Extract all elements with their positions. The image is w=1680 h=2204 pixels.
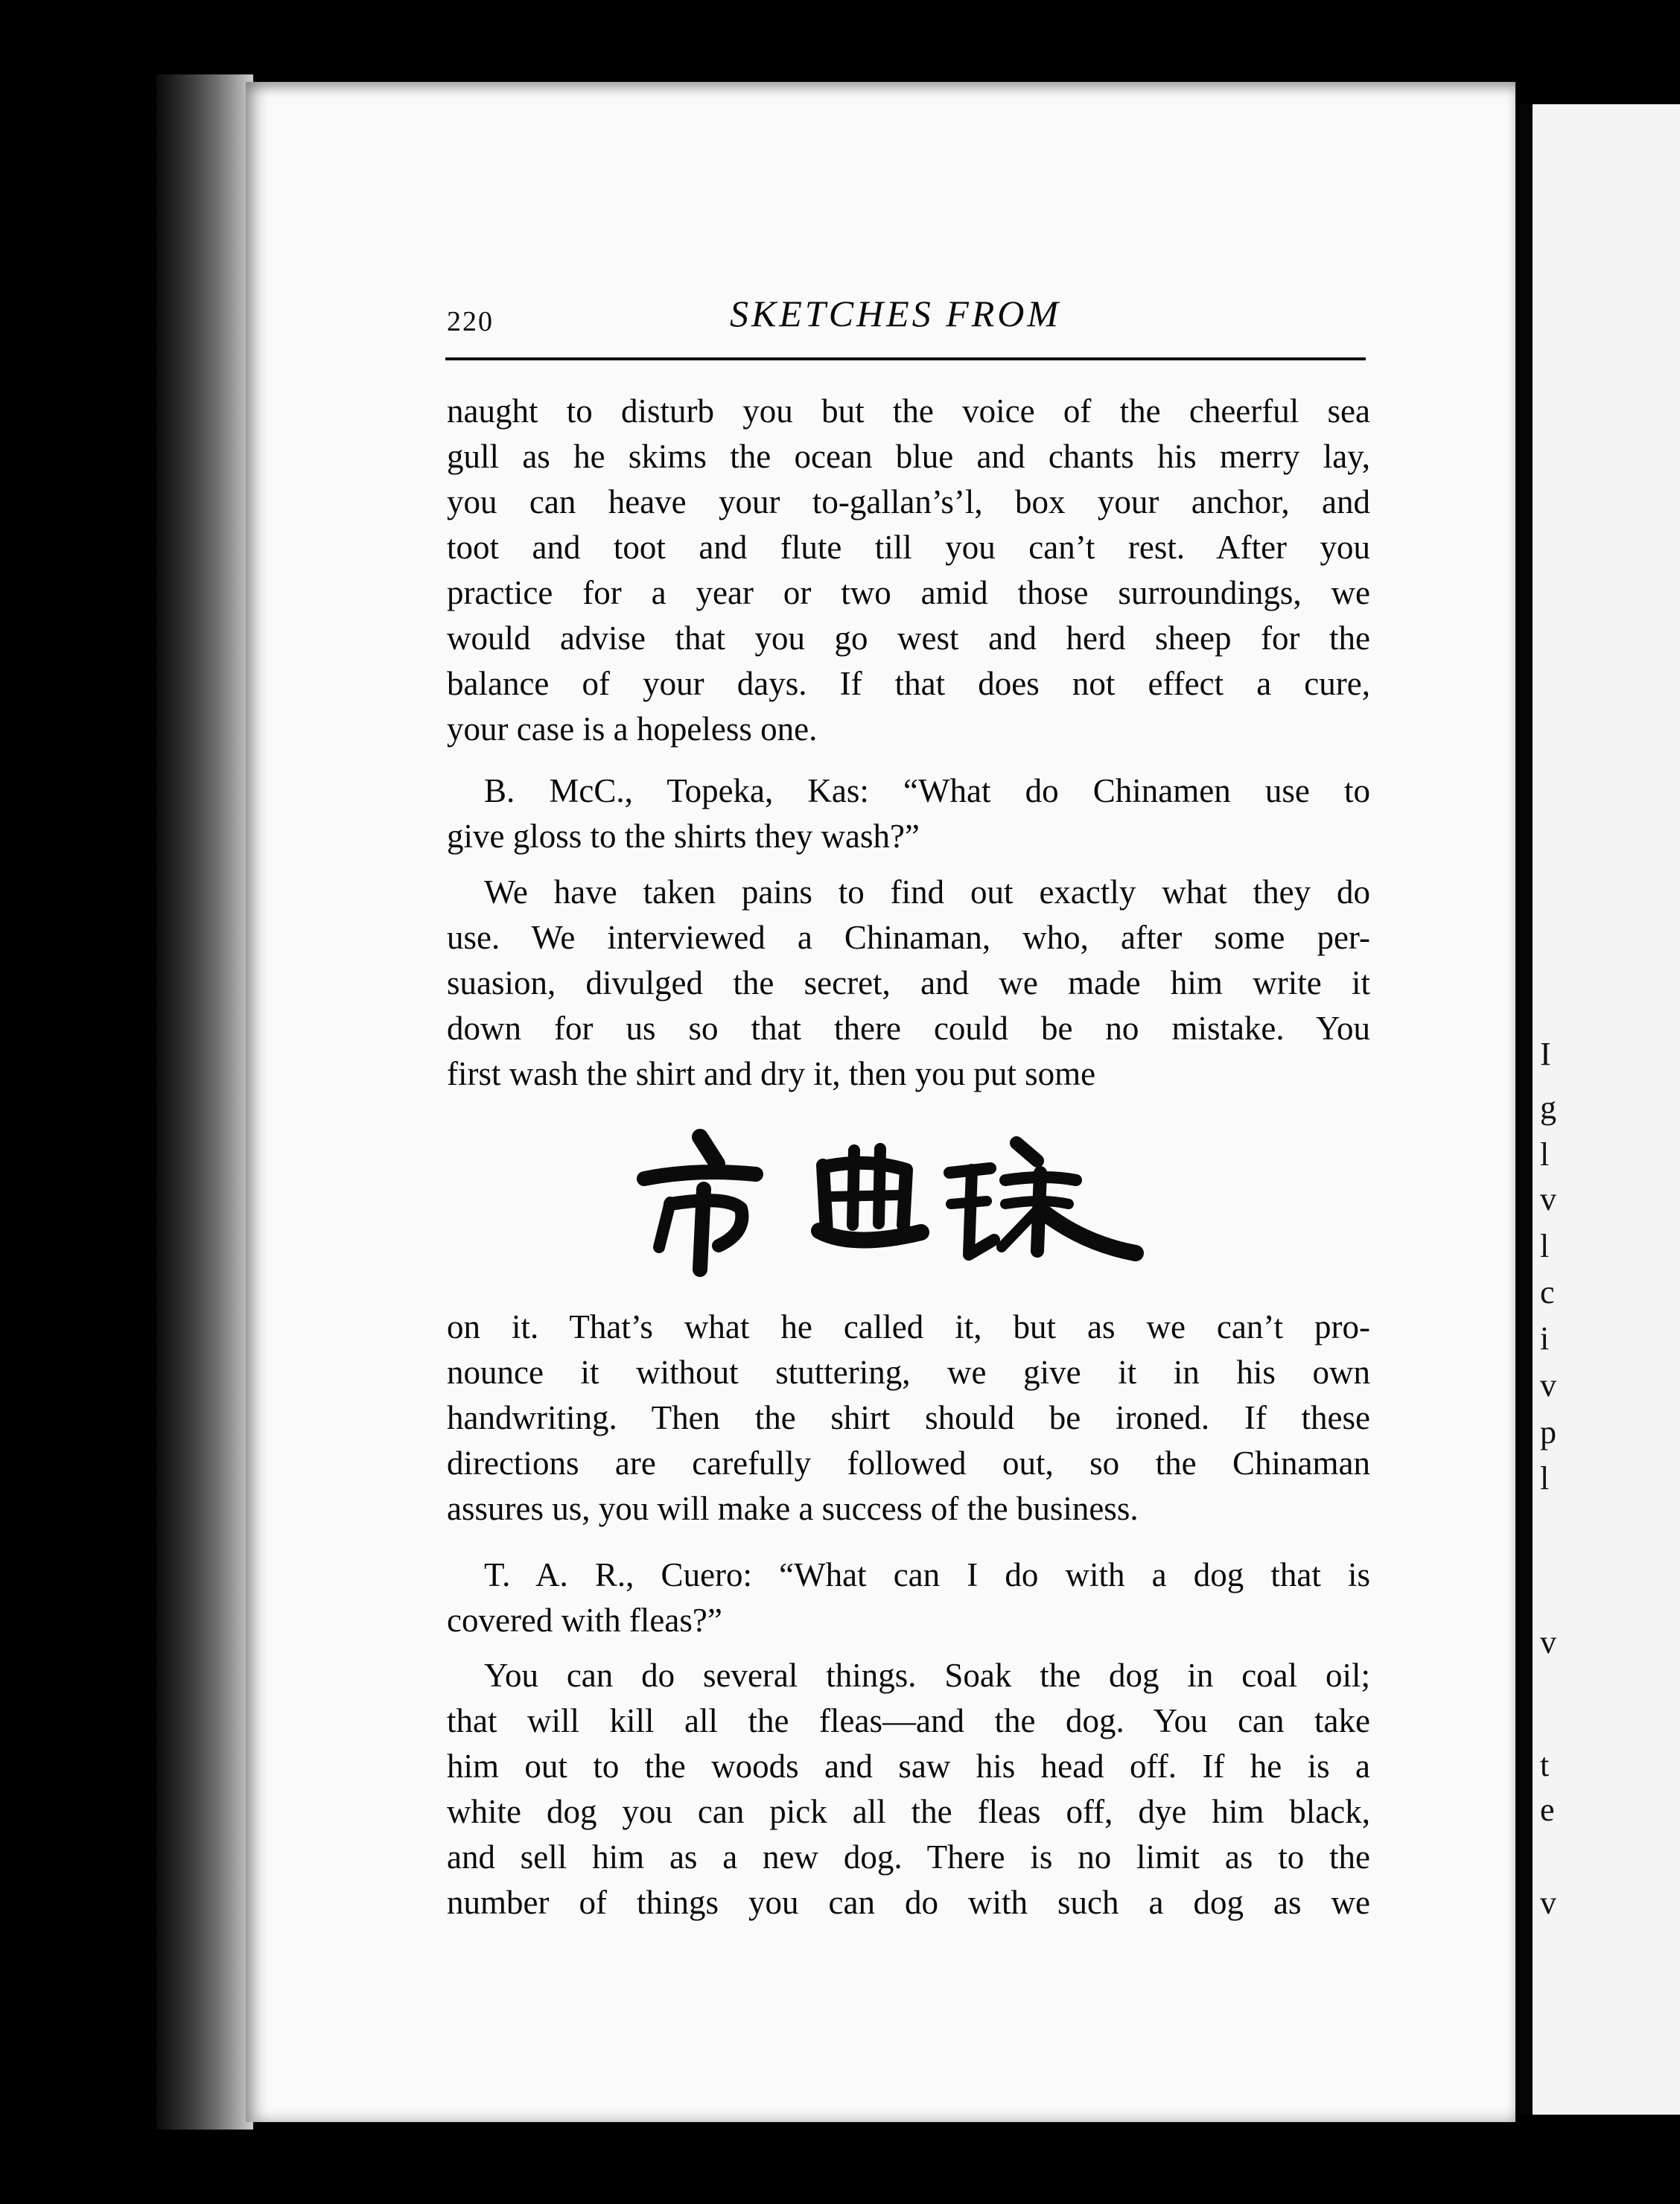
page-number: 220 [447, 306, 494, 337]
adjacent-page-letter: v [1540, 1624, 1556, 1660]
text-line: T. A. R., Cuero: “What can I do with a dog that is [484, 1556, 1370, 1593]
text-line: nounce it without stuttering, we give it in his own [447, 1354, 1370, 1391]
text-line: that will kill all the fleas—and the dog. You can take [447, 1702, 1370, 1739]
adjacent-page-letter: l [1540, 1136, 1550, 1173]
text-line: would advise that you go west and herd sheep for the [447, 620, 1370, 657]
header-rule [445, 357, 1366, 360]
adjacent-page [1519, 104, 1680, 2115]
page-stack-edge [156, 74, 253, 2130]
adjacent-page-letter: l [1540, 1228, 1550, 1264]
running-title: SKETCHES FROM [730, 293, 1062, 334]
text-line: him out to the woods and saw his head off. If he is a [447, 1748, 1370, 1785]
text-line: practice for a year or two amid those surroundings, we [447, 574, 1370, 611]
text-line: We have taken pains to find out exactly what they do [484, 873, 1370, 911]
paragraph [447, 389, 1370, 752]
text-line: suasion, divulged the secret, and we made him write it [447, 964, 1370, 1001]
adjacent-page-letter: i [1540, 1320, 1550, 1357]
running-head [447, 292, 1370, 344]
text-line: on it. That’s what he called it, but as we can’t pro- [447, 1308, 1370, 1345]
adjacent-page-letter: p [1540, 1414, 1556, 1450]
text-line: covered with fleas?” [447, 1602, 722, 1639]
text-line: and sell him as a new dog. There is no limit as to the [447, 1838, 1370, 1876]
text-line: white dog you can pick all the fleas off, dye him black, [447, 1793, 1370, 1830]
chinese-handwriting-figure [629, 1121, 1180, 1284]
text-line: B. McC., Topeka, Kas: “What do Chinamen use to [484, 772, 1370, 809]
text-line: You can do several things. Soak the dog in coal oil; [484, 1657, 1370, 1694]
paragraph [447, 1305, 1370, 1532]
adjacent-page-letter: c [1540, 1274, 1555, 1310]
text-line: you can heave your to-gallan’s’l, box your anchor, and [447, 483, 1370, 520]
paragraph [447, 870, 1370, 1097]
adjacent-page-letter: t [1540, 1747, 1550, 1783]
question-paragraph [447, 768, 1370, 859]
adjacent-page-letter: e [1540, 1791, 1555, 1828]
adjacent-page-letter: v [1540, 1181, 1556, 1217]
text-line: balance of your days. If that does not effect a cure, [447, 665, 1370, 702]
text-line: naught to disturb you but the voice of the cheerful sea [447, 392, 1370, 430]
paragraph [447, 1653, 1370, 1926]
adjacent-page-letter: l [1540, 1460, 1550, 1497]
text-line: use. We interviewed a Chinaman, who, after some per- [447, 919, 1370, 956]
adjacent-page-letter: g [1540, 1089, 1556, 1126]
text-line: gull as he skims the ocean blue and chants his merry lay, [447, 438, 1370, 475]
text-line: number of things you can do with such a dog as we [447, 1884, 1370, 1921]
text-line: down for us so that there could be no mistake. You [447, 1010, 1370, 1047]
question-paragraph [447, 1552, 1370, 1643]
adjacent-page-letter: v [1540, 1367, 1556, 1404]
text-line: first wash the shirt and dry it, then you put some [447, 1055, 1096, 1092]
text-line: handwriting. Then the shirt should be ironed. If these [447, 1399, 1370, 1436]
adjacent-page-letter: v [1540, 1885, 1556, 1921]
text-line: your case is a hopeless one. [447, 710, 818, 748]
text-line: assures us, you will make a success of the business. [447, 1490, 1139, 1527]
text-line: toot and toot and flute till you can’t rest. After you [447, 529, 1370, 566]
text-line: give gloss to the shirts they wash?” [447, 818, 920, 855]
text-line: directions are carefully followed out, so the Chinaman [447, 1445, 1370, 1482]
adjacent-page-letter: I [1540, 1036, 1551, 1072]
